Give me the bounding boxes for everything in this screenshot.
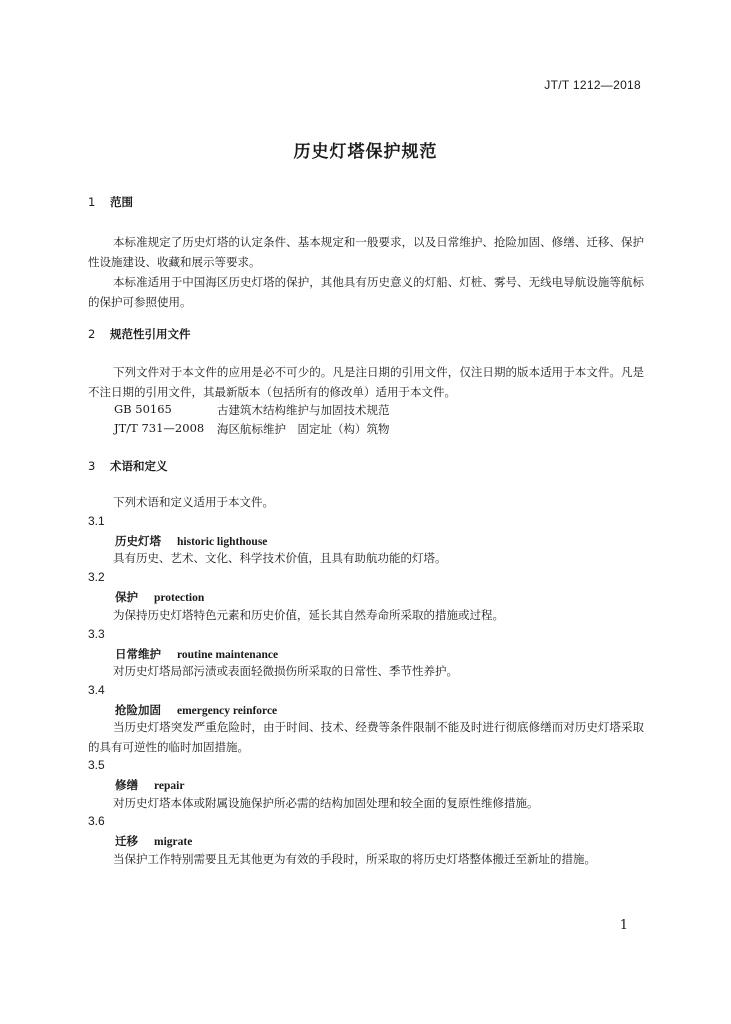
standard-number: JT/T 1212—2018 [544,78,641,92]
term-title [115,833,192,849]
term-number: 3.5 [88,758,105,772]
paragraph: 本标准适用于中国海区历史灯塔的保护，其他具有历史意义的灯船、灯桩、雾号、无线电导航设施等航标的保护可参照使用。 [88,275,644,309]
section-number: 3 [88,459,96,473]
term-zh: 历史灯塔 [115,534,161,548]
paragraph: 下列文件对于本文件的应用是必不可少的。凡是注日期的引用文件，仅注日期的版本适用于本文件。凡是不注日期的引用文件，其最新版本（包括所有的修改单）适用于本文件。 [88,365,644,399]
term-en: protection [154,592,205,604]
section-title: 术语和定义 [110,459,168,473]
term-en: migrate [154,836,193,848]
term-title [115,589,204,605]
reference-code: JT/T 731—2008 [114,421,205,435]
term-definition: 具有历史、艺术、文化、科学技术价值，且具有助航功能的灯塔。 [113,551,447,565]
term-definition: 对历史灯塔局部污渍或表面轻微损伤所采取的日常性、季节性养护。 [113,664,458,678]
section-number: 1 [88,195,96,209]
section-heading-3 [88,458,168,474]
term-definition: 当历史灯塔突发严重危险时，由于时间、技术、经费等条件限制不能及时进行彻底修缮而对历史灯塔采取的具有可逆性的临时加固措施。 [88,720,644,754]
term-number: 3.3 [88,627,105,641]
reference-title: 海区航标维护 固定址（构）筑物 [217,422,390,436]
section-heading-1 [88,194,133,210]
term-title [115,777,184,793]
term-zh: 修缮 [115,778,138,792]
section-title: 规范性引用文件 [110,327,191,341]
section-title: 范围 [110,195,133,209]
term-zh: 迁移 [115,834,138,848]
section-heading-2 [88,326,191,342]
term-definition: 为保持历史灯塔特色元素和历史价值，延长其自然寿命所采取的措施或过程。 [113,608,504,622]
reference-title: 古建筑木结构维护与加固技术规范 [217,403,390,417]
term-en: emergency reinforce [177,705,278,717]
term-definition: 当保护工作特别需要且无其他更为有效的手段时，所采取的将历史灯塔整体搬迁至新址的措施。 [113,852,596,866]
term-number: 3.1 [88,514,105,528]
term-en: historic lighthouse [177,536,268,548]
term-zh: 抢险加固 [115,703,161,717]
term-en: routine maintenance [177,649,279,661]
paragraph: 本标准规定了历史灯塔的认定条件、基本规定和一般要求，以及日常维护、抢险加固、修缮、迁移、保护性设施建设、收藏和展示等要求。 [88,235,644,269]
term-definition: 对历史灯塔本体或附属设施保护所必需的结构加固处理和较全面的复原性维修措施。 [113,796,539,810]
term-title [115,646,278,662]
page-number: 1 [619,918,628,933]
reference-code: GB 50165 [114,402,172,416]
term-title [115,702,277,718]
term-zh: 日常维护 [115,647,161,661]
page-title: 历史灯塔保护规范 [293,142,438,162]
term-en: repair [154,780,185,792]
section-number: 2 [88,327,96,341]
paragraph: 下列术语和定义适用于本文件。 [113,495,274,509]
term-zh: 保护 [115,590,138,604]
term-number: 3.6 [88,814,105,828]
term-number: 3.2 [88,570,105,584]
term-title [115,533,267,549]
term-number: 3.4 [88,683,105,697]
